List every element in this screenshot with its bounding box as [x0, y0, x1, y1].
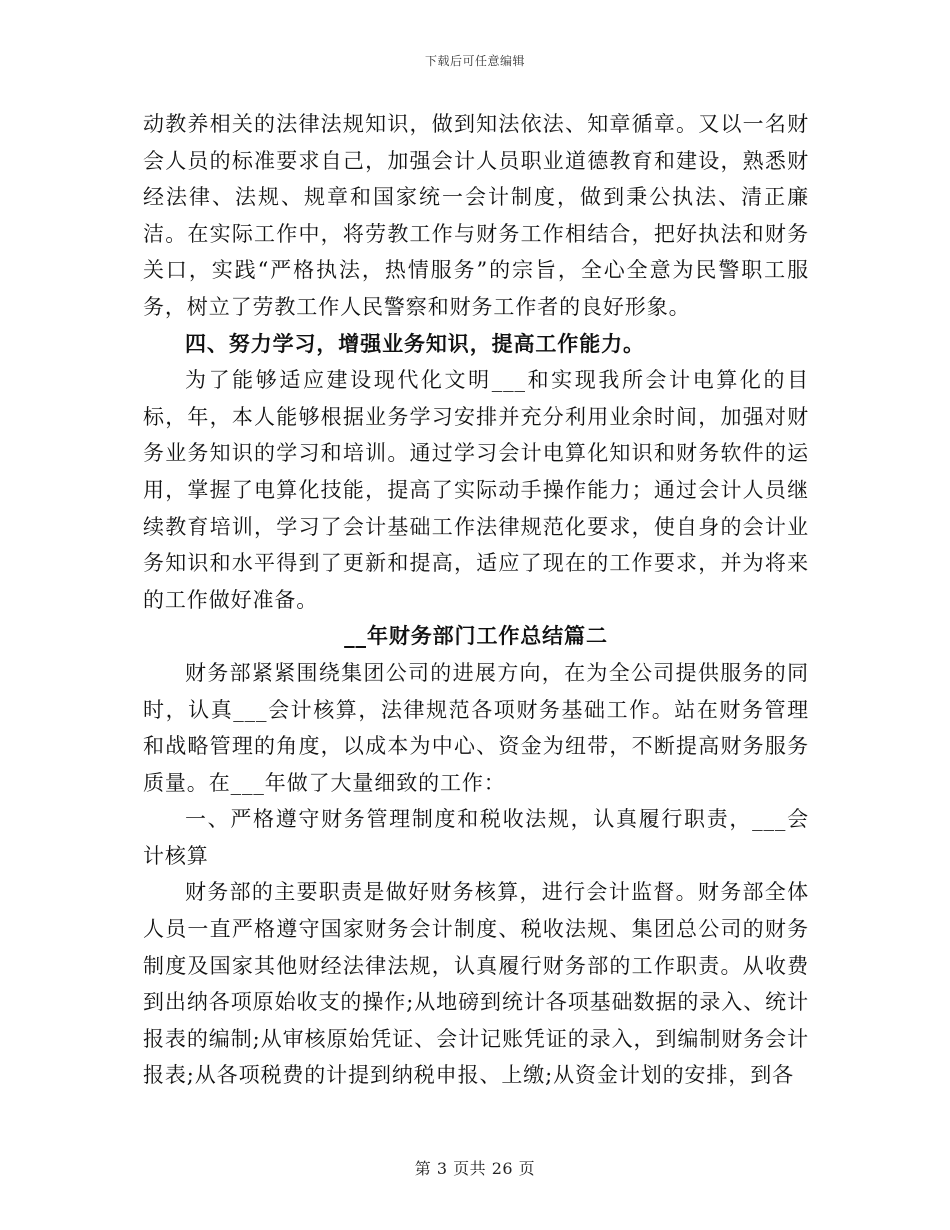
document-body	[143, 106, 809, 1094]
paragraph-study: 为了能够适应建设现代化文明___和实现我所会计电算化的目标，年，本人能够根据业务学习安排并充分利用业余时间，加强对财务业务知识的学习和培训。通过学习会计电算化知识和财务软件的运用，掌握了电算化技能，提高了实际动手操作能力；通过会计人员继续教育培训，学习了会计基础工作法律规范化要求，使自身的会计业务知识和水平得到了更新和提高，适应了现在的工作要求，并为将来的工作做好准备。	[143, 368, 809, 612]
paragraph-continued: 动教养相关的法律法规知识，做到知法依法、知章循章。又以一名财会人员的标准要求自己，加强会计人员职业道德教育和建设，熟悉财经法律、法规、规章和国家统一会计制度，做到秉公执法、清正廉洁。在实际工作中，将劳教工作与财务工作相结合，把好执法和财务关口，实践“严格执法，热情服务”的宗旨，全心全意为民警职工服务，树立了劳教工作人民警察和财务工作者的良好形象。	[143, 112, 809, 319]
section-heading-one: 一、严格遵守财务管理制度和税收法规，认真履行职责，___会计核算	[143, 807, 809, 868]
paragraph-intro: 财务部紧紧围绕集团公司的进展方向，在为全公司提供服务的同时，认真___会计核算，法律规范各项财务基础工作。站在财务管理和战略管理的角度，以成本为中心、资金为纽带，不断提高财务服务质量。在___年做了大量细致的工作：	[143, 660, 809, 795]
page-footer: 第 3 页共 26 页	[414, 1159, 536, 1178]
section-heading-four: 四、努力学习，增强业务知识，提高工作能力。	[185, 330, 645, 356]
paragraph-duties: 财务部的主要职责是做好财务核算，进行会计监督。财务部全体人员一直严格遵守国家财务会计制度、税收法规、集团总公司的财务制度及国家其他财经法律法规，认真履行财务部的工作职责。从收费到出纳各项原始收支的操作;从地磅到统计各项基础数据的录入、统计报表的编制;从审核原始凭证、会计记账凭证的录入，到编制财务会计报表;从各项税费的计提到纳税申报、上缴;从资金计划的安排，到各	[143, 880, 809, 1088]
page-header: 下载后可任意编辑	[424, 54, 525, 68]
article-title: __年财务部门工作总结篇二	[344, 623, 608, 649]
